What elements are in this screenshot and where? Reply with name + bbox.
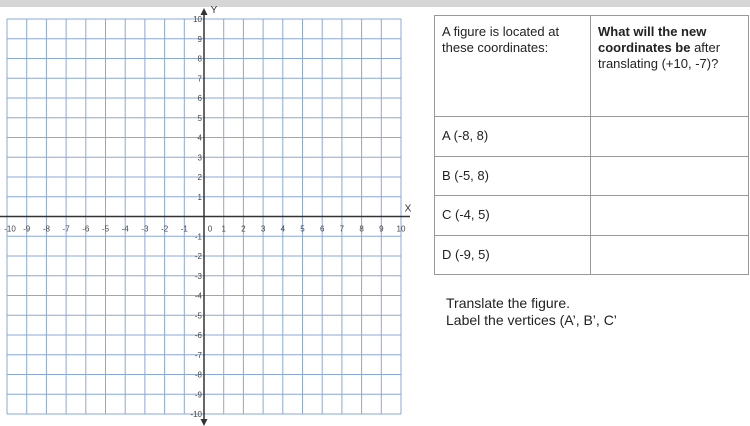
table-row [435, 156, 749, 196]
y-axis-arrow-down [201, 419, 208, 426]
vertex-a-label: A (-8, 8) [435, 117, 591, 157]
y-tick-label: -4 [194, 291, 202, 301]
header-bold-text: What will the new coordinates be [598, 24, 707, 55]
y-tick-label: -10 [190, 410, 202, 419]
x-tick-label: -9 [23, 224, 31, 234]
x-tick-label: 5 [300, 224, 305, 234]
x-tick-label: -5 [101, 224, 110, 234]
y-tick-label: -7 [194, 350, 202, 360]
table-row [435, 196, 749, 236]
y-tick-label: 4 [197, 133, 202, 143]
table-header-row [435, 16, 749, 117]
instructions [446, 295, 617, 329]
y-tick-label: 9 [197, 34, 202, 44]
y-tick-label: 3 [197, 153, 202, 163]
vertex-b-answer[interactable] [591, 156, 749, 196]
y-tick-label: 6 [197, 94, 202, 103]
x-tick-label: 7 [339, 224, 345, 234]
vertex-c-answer[interactable] [591, 196, 749, 236]
x-tick-label: -2 [161, 224, 169, 234]
y-axis-arrow-up [201, 8, 208, 15]
y-tick-label: -8 [194, 370, 202, 380]
y-tick-label: -9 [194, 390, 202, 400]
table-row [435, 235, 749, 275]
x-tick-label: 2 [241, 224, 246, 234]
x-tick-label: -4 [121, 224, 129, 234]
y-tick-label: 1 [197, 192, 202, 202]
header-new-coordinates [591, 16, 749, 117]
y-tick-label: 10 [193, 15, 202, 24]
header-original-coordinates: A figure is located at these coordinates: [435, 16, 591, 117]
vertex-a-answer[interactable] [591, 117, 749, 157]
x-tick-label: -1 [180, 224, 188, 234]
header-rest-text: after translating (+10, -7)? [598, 40, 721, 71]
x-tick-label: 6 [319, 224, 325, 234]
y-tick-label: 7 [197, 74, 202, 84]
x-tick-label: -7 [62, 224, 70, 234]
y-tick-label: 5 [197, 113, 202, 123]
x-tick-label: 10 [396, 224, 406, 234]
y-tick-label: -6 [194, 331, 202, 340]
x-tick-label: -8 [42, 224, 50, 234]
y-tick-label: -3 [194, 271, 202, 281]
vertex-c-label: C (-4, 5) [435, 196, 591, 236]
y-axis-label: Y [210, 5, 218, 16]
y-tick-label: 2 [197, 173, 202, 182]
x-tick-label: 9 [379, 224, 384, 234]
x-tick-label: -10 [4, 224, 16, 234]
x-tick-label: 3 [260, 224, 266, 234]
vertex-d-label: D (-9, 5) [435, 235, 591, 275]
x-tick-label: -6 [82, 224, 90, 234]
instruction-line-1: Translate the figure. [446, 295, 570, 311]
y-tick-label: -5 [194, 311, 202, 321]
vertex-d-answer[interactable] [591, 235, 749, 275]
y-tick-label: -1 [194, 232, 202, 242]
x-axis-label: X [404, 203, 412, 215]
x-tick-label: 1 [221, 224, 226, 234]
y-tick-label: -2 [194, 252, 202, 261]
x-tick-label: 8 [359, 224, 364, 234]
coordinates-table [434, 15, 749, 275]
table-row [435, 117, 749, 157]
instruction-line-2: Label the vertices (A’, B’, C’ [446, 312, 617, 328]
vertex-b-label: B (-5, 8) [435, 156, 591, 196]
x-tick-label: 0 [207, 224, 213, 234]
x-tick-label: -3 [141, 224, 149, 234]
x-tick-label: 4 [280, 224, 286, 234]
y-tick-label: 8 [197, 54, 202, 64]
